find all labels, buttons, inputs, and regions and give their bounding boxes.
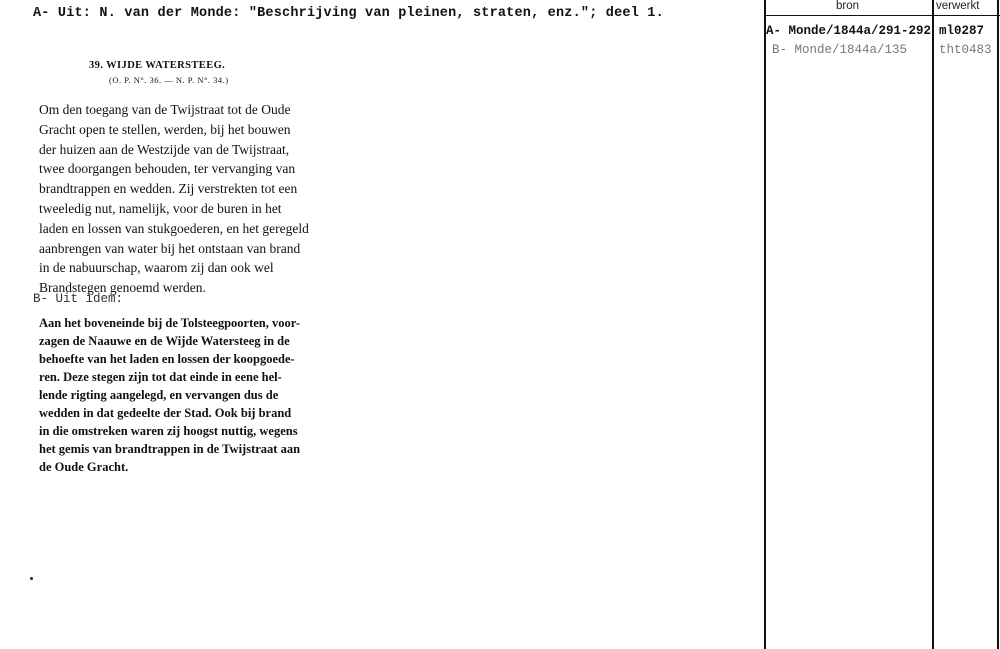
section-heading: 39. WIJDE WATERSTEEG. — [89, 60, 226, 71]
text-line: brandtrappen en wedden. Zij verstrekten tot een — [39, 181, 298, 197]
source-table — [764, 0, 1000, 649]
text-line: behoefte van het laden en lossen der koopgoede- — [39, 352, 295, 366]
stray-dot — [30, 577, 33, 580]
table-border-right — [997, 0, 999, 649]
table-cell-verwerkt: tht0483 — [939, 43, 992, 57]
text-line: laden en lossen van stukgoederen, en het geregeld — [39, 220, 309, 236]
text-line: tweeledig nut, namelijk, voor de buren in het — [39, 200, 282, 216]
table-border-left — [764, 0, 766, 649]
text-line: lende rigting aangelegd, en vervangen dus de — [39, 388, 279, 402]
text-line: der huizen aan de Westzijde van de Twijstraat, — [39, 141, 290, 157]
text-line: aanbrengen van water bij het ontstaan van brand — [39, 240, 301, 256]
text-line: ren. Deze stegen zijn tot dat einde in eene hel- — [39, 370, 282, 384]
text-line: twee doorgangen behouden, ter vervanging van — [39, 161, 296, 177]
text-line: Gracht open te stellen, werden, bij het bouwen — [39, 121, 291, 137]
column-header-verwerkt: verwerkt — [936, 0, 980, 12]
text-line: wedden in dat gedeelte der Stad. Ook bij brand — [39, 406, 292, 420]
text-line: Aan het boveneinde bij de Tolsteegpoorten, voor- — [39, 316, 300, 330]
text-line: Brandstegen genoemd werden. — [39, 280, 206, 296]
table-cell-bron: B- Monde/1844a/135 — [772, 43, 908, 57]
paragraph-b — [39, 314, 341, 476]
source-a-caption: A- Uit: N. van der Monde: "Beschrijving van pleinen, straten, enz."; deel 1. — [33, 6, 664, 21]
table-cell-verwerkt: ml0287 — [939, 24, 985, 38]
text-line: zagen de Naauwe en de Wijde Watersteeg in de — [39, 334, 290, 348]
text-line: in die omstreken waren zij hoogst nuttig, wegens — [39, 424, 298, 438]
table-divider — [932, 0, 934, 649]
column-header-bron: bron — [836, 0, 860, 12]
section-subheading: (O. P. N°. 36. — N. P. N°. 34.) — [109, 75, 229, 85]
text-line: het gemis van brandtrappen in de Twijstraat aan — [39, 442, 301, 456]
paragraph-a — [39, 100, 341, 298]
text-line: de Oude Gracht. — [39, 460, 129, 474]
text-line: in de nabuurschap, waarom zij dan ook wel — [39, 260, 274, 276]
text-line: Om den toegang van de Twijstraat tot de Oude — [39, 102, 291, 117]
table-header-rule — [764, 15, 1000, 16]
source-b-caption: B- Uit idem: — [33, 292, 124, 306]
table-cell-bron: A- Monde/1844a/291-292 — [766, 24, 932, 38]
